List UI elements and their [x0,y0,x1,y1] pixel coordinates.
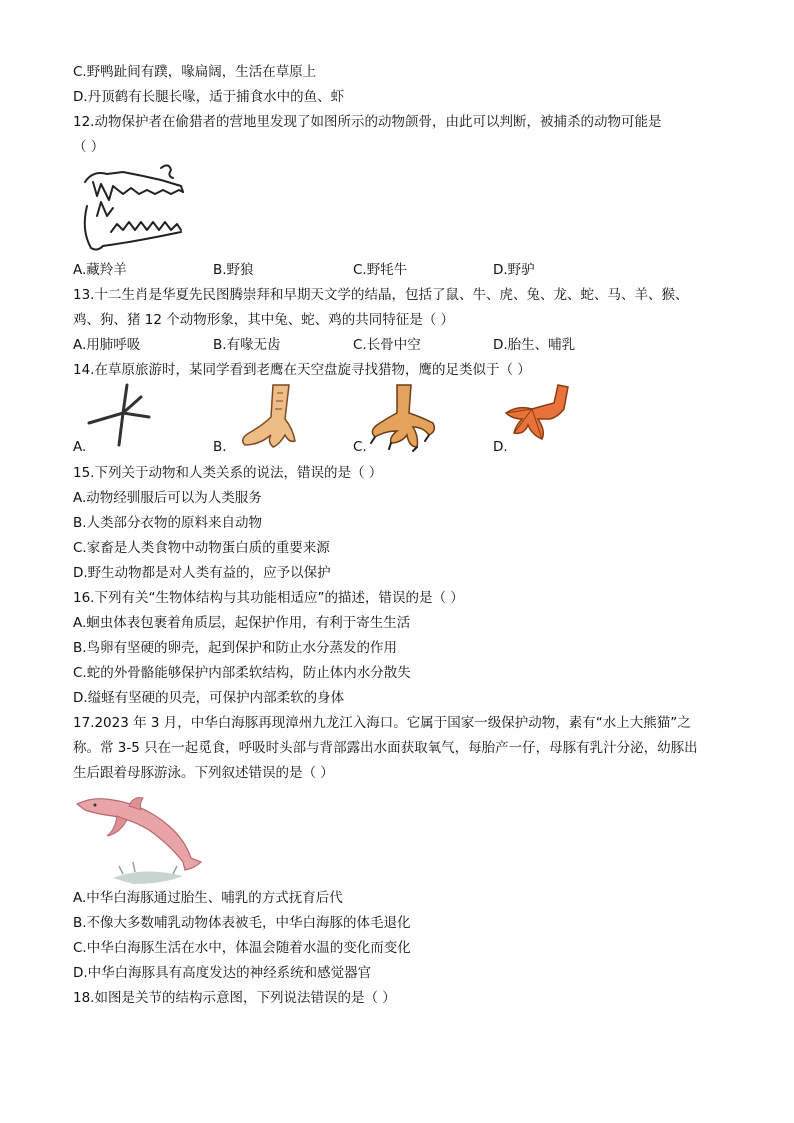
q15-option-c[interactable]: C.家畜是人类食物中动物蛋白质的重要来源 [73,540,330,556]
q12-options [73,258,733,283]
q17-dolphin-figure [73,786,733,886]
q17-stem-line3: 生后跟着母豚游泳。下列叙述错误的是（ ） [73,765,334,781]
q16-option-d[interactable]: D.缢蛏有坚硬的贝壳，可保护内部柔软的身体 [73,690,345,706]
q17-option-c[interactable]: C.中华白海豚生活在水中，体温会随着水温的变化而变化 [73,940,411,956]
q14-label-a[interactable]: A. [73,439,87,455]
exam-page [73,60,733,1011]
q15-option-d[interactable]: D.野生动物都是对人类有益的，应予以保护 [73,565,331,581]
q11-option-c: C.野鸭趾间有蹼，喙扁阔，生活在草原上 [73,64,317,80]
q15-stem: 15.下列关于动物和人类关系的说法，错误的是（ ） [73,465,383,481]
thin-bird-foot-drawing [83,383,153,453]
q12-option-a[interactable]: A.藏羚羊 [73,262,127,278]
white-dolphin-drawing [73,786,213,886]
q17-option-b[interactable]: B.不像大多数哺乳动物体表被毛，中华白海豚的体毛退化 [73,915,411,931]
q12-option-b[interactable]: B.野狼 [213,262,254,278]
q14-label-b[interactable]: B. [213,439,227,455]
q16-option-b[interactable]: B.鸟卵有坚硬的卵壳，起到保护和防止水分蒸发的作用 [73,640,398,656]
jawbone-drawing [73,160,193,258]
q13-stem-line2: 鸡、狗、猪 12 个动物形象，其中兔、蛇、鸡的共同特征是（ ） [73,312,455,328]
q12-option-d[interactable]: D.野驴 [493,262,535,278]
q13-stem-line1: 13.十二生肖是华夏先民图腾崇拜和早期天文学的结晶，包括了鼠、牛、虎、兔、龙、蛇、马、羊、猴、 [73,287,689,303]
q17-stem-line2: 称。常 3-5 只在一起觅食，呼吸时头部与背部露出水面获取氧气，每胎产一仔，母豚有乳汁分泌，幼豚出 [73,740,698,756]
q16-option-a[interactable]: A.蛔虫体表包裹着角质层，起保护作用，有利于寄生生活 [73,615,411,631]
q12-stem: 12.动物保护者在偷猎者的营地里发现了如图所示的动物颌骨，由此可以判断，被捕杀的动物可能是 [73,114,662,130]
q13-option-c[interactable]: C.长骨中空 [353,337,421,353]
q11-option-d: D.丹顶鹤有长腿长喙，适于捕食水中的鱼、虾 [73,89,345,105]
chicken-foot-drawing [223,383,303,453]
q12-option-c[interactable]: C.野牦牛 [353,262,408,278]
q15-option-a[interactable]: A.动物经驯服后可以为人类服务 [73,490,262,506]
q13-options [73,333,733,358]
q14-feet-figure [73,383,733,461]
duck-webbed-foot-drawing [498,383,578,453]
q13-option-b[interactable]: B.有喙无齿 [213,337,281,353]
q17-option-a[interactable]: A.中华白海豚通过胎生、哺乳的方式抚育后代 [73,890,343,906]
q14-label-c[interactable]: C. [353,439,367,455]
q12-paren: （ ） [73,139,105,155]
q13-option-a[interactable]: A.用肺呼吸 [73,337,141,353]
q12-jaw-figure [73,160,733,258]
eagle-talon-drawing [363,383,443,453]
q15-option-b[interactable]: B.人类部分衣物的原料来自动物 [73,515,263,531]
q14-label-d[interactable]: D. [493,439,508,455]
q18-stem: 18.如图是关节的结构示意图，下列说法错误的是（ ） [73,990,396,1006]
q13-option-d[interactable]: D.胎生、哺乳 [493,337,576,353]
q17-stem-line1: 17.2023 年 3 月，中华白海豚再现漳州九龙江入海口。它属于国家一级保护动物，素有“水上大熊猫”之 [73,715,691,731]
q16-stem: 16.下列有关“生物体结构与其功能相适应”的描述，错误的是（ ） [73,590,464,606]
q16-option-c[interactable]: C.蛇的外骨骼能够保护内部柔软结构，防止体内水分散失 [73,665,411,681]
q17-option-d[interactable]: D.中华白海豚具有高度发达的神经系统和感觉器官 [73,965,372,981]
q14-stem: 14.在草原旅游时，某同学看到老鹰在天空盘旋寻找猎物，鹰的足类似于（ ） [73,362,531,378]
